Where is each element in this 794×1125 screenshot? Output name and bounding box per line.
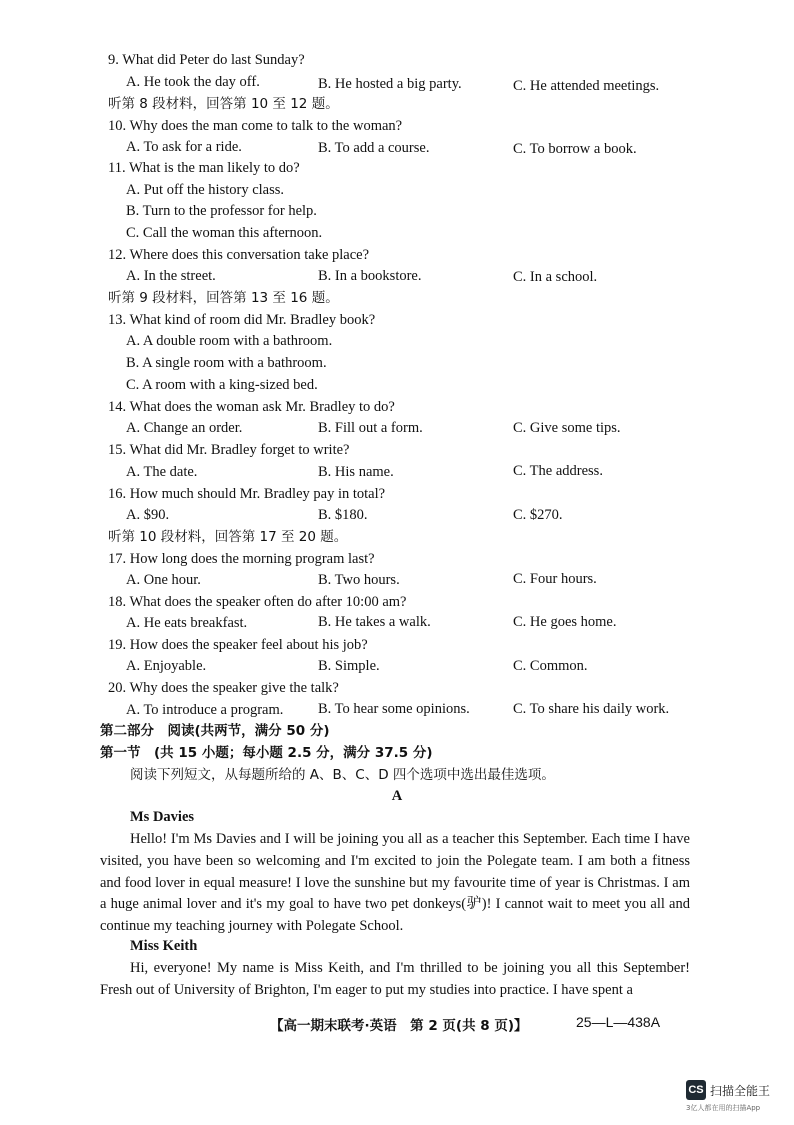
q12-option-c: C. In a school.	[513, 269, 598, 285]
q18-option-a: A. He eats breakfast.	[126, 615, 248, 631]
part-two-heading: 第二部分 阅读(共两节，满分 50 分)	[100, 723, 330, 739]
q12-option-a: A. In the street.	[126, 268, 216, 284]
q17-option-a: A. One hour.	[126, 572, 201, 588]
scanner-tagline: 3亿人都在用的扫描App	[686, 1104, 761, 1112]
q10-option-b: B. To add a course.	[318, 140, 430, 156]
section-8-instruction: 听第 8 段材料，回答第 10 至 12 题。	[108, 96, 339, 112]
scanner-app-name: 扫描全能王	[710, 1083, 771, 1098]
q17-option-c: C. Four hours.	[513, 571, 597, 587]
q14-option-b: B. Fill out a form.	[318, 420, 423, 436]
question-15: 15. What did Mr. Bradley forget to write?	[108, 442, 350, 458]
q19-option-a: A. Enjoyable.	[126, 658, 207, 674]
q11-option-c: C. Call the woman this afternoon.	[126, 225, 323, 241]
question-16: 16. How much should Mr. Bradley pay in total?	[108, 486, 386, 502]
q20-option-a: A. To introduce a program.	[126, 702, 284, 718]
keith-heading: Miss Keith	[130, 938, 198, 954]
davies-heading: Ms Davies	[130, 809, 195, 825]
q19-option-b: B. Simple.	[318, 658, 380, 674]
scanner-logo	[686, 1080, 770, 1100]
q9-option-a: A. He took the day off.	[126, 74, 260, 90]
footer-page-info: 【高一期末联考·英语 第 2 页(共 8 页)】	[270, 1018, 528, 1034]
question-11: 11. What is the man likely to do?	[108, 160, 300, 176]
footer-code: 25—L—438A	[576, 1014, 661, 1030]
question-20: 20. Why does the speaker give the talk?	[108, 680, 339, 696]
q15-option-a: A. The date.	[126, 464, 198, 480]
section-10-instruction: 听第 10 段材料，回答第 17 至 20 题。	[108, 529, 348, 545]
question-12: 12. Where does this conversation take place?	[108, 247, 370, 263]
q15-option-c: C. The address.	[513, 463, 603, 479]
section-one-heading: 第一节 (共 15 小题；每小题 2.5 分，满分 37.5 分)	[100, 745, 433, 761]
q13-option-b: B. A single room with a bathroom.	[126, 355, 327, 371]
reading-instruction: 阅读下列短文，从每题所给的 A、B、C、D 四个选项中选出最佳选项。	[130, 767, 555, 783]
question-13: 13. What kind of room did Mr. Bradley book?	[108, 312, 376, 328]
q9-option-b: B. He hosted a big party.	[318, 76, 462, 92]
q9-option-c: C. He attended meetings.	[513, 78, 660, 94]
question-17: 17. How long does the morning program last?	[108, 551, 375, 567]
q11-option-a: A. Put off the history class.	[126, 182, 285, 198]
q20-option-b: B. To hear some opinions.	[318, 701, 470, 717]
question-14: 14. What does the woman ask Mr. Bradley to do?	[108, 399, 395, 415]
q12-option-b: B. In a bookstore.	[318, 268, 422, 284]
keith-text: Hi, everyone! My name is Miss Keith, and I'm thrilled to be joining you all this September! Fresh out of University of Brighton, I'm eager to put my studies into practice. I have spent a	[100, 960, 690, 998]
q16-option-b: B. $180.	[318, 507, 368, 523]
davies-text: Hello! I'm Ms Davies and I will be joining you all as a teacher this September. Each time I have visited, you have been so welcoming and I'm excited to join the Polegate team. I am both a fitness and food lover in equal measure! I love the sunshine but my favourite time of year is Christmas. I am a huge animal lover and it's my goal to have two pet donkeys(驴)! I cannot wait to meet you all and continue my teaching journey with Polegate School.	[100, 831, 690, 935]
q11-option-b: B. Turn to the professor for help.	[126, 203, 317, 219]
q10-option-c: C. To borrow a book.	[513, 141, 637, 157]
q13-option-c: C. A room with a king-sized bed.	[126, 377, 318, 393]
q16-option-c: C. $270.	[513, 507, 563, 523]
q13-option-a: A. A double room with a bathroom.	[126, 333, 333, 349]
q20-option-c: C. To share his daily work.	[513, 701, 670, 717]
cs-logo-icon: CS	[686, 1080, 706, 1100]
q17-option-b: B. Two hours.	[318, 572, 400, 588]
q18-option-b: B. He takes a walk.	[318, 614, 431, 630]
question-9: 9. What did Peter do last Sunday?	[108, 52, 305, 68]
q15-option-b: B. His name.	[318, 464, 394, 480]
passage-label: A	[391, 788, 403, 804]
q14-option-c: C. Give some tips.	[513, 420, 621, 436]
q16-option-a: A. $90.	[126, 507, 170, 523]
question-10: 10. Why does the man come to talk to the woman?	[108, 118, 403, 134]
q19-option-c: C. Common.	[513, 658, 588, 674]
q14-option-a: A. Change an order.	[126, 420, 243, 436]
question-19: 19. How does the speaker feel about his job?	[108, 637, 368, 653]
q10-option-a: A. To ask for a ride.	[126, 139, 242, 155]
q18-option-c: C. He goes home.	[513, 614, 617, 630]
davies-paragraph	[100, 829, 690, 938]
section-9-instruction: 听第 9 段材料，回答第 13 至 16 题。	[108, 290, 339, 306]
question-18: 18. What does the speaker often do after 10:00 am?	[108, 594, 407, 610]
keith-paragraph	[100, 958, 690, 1002]
